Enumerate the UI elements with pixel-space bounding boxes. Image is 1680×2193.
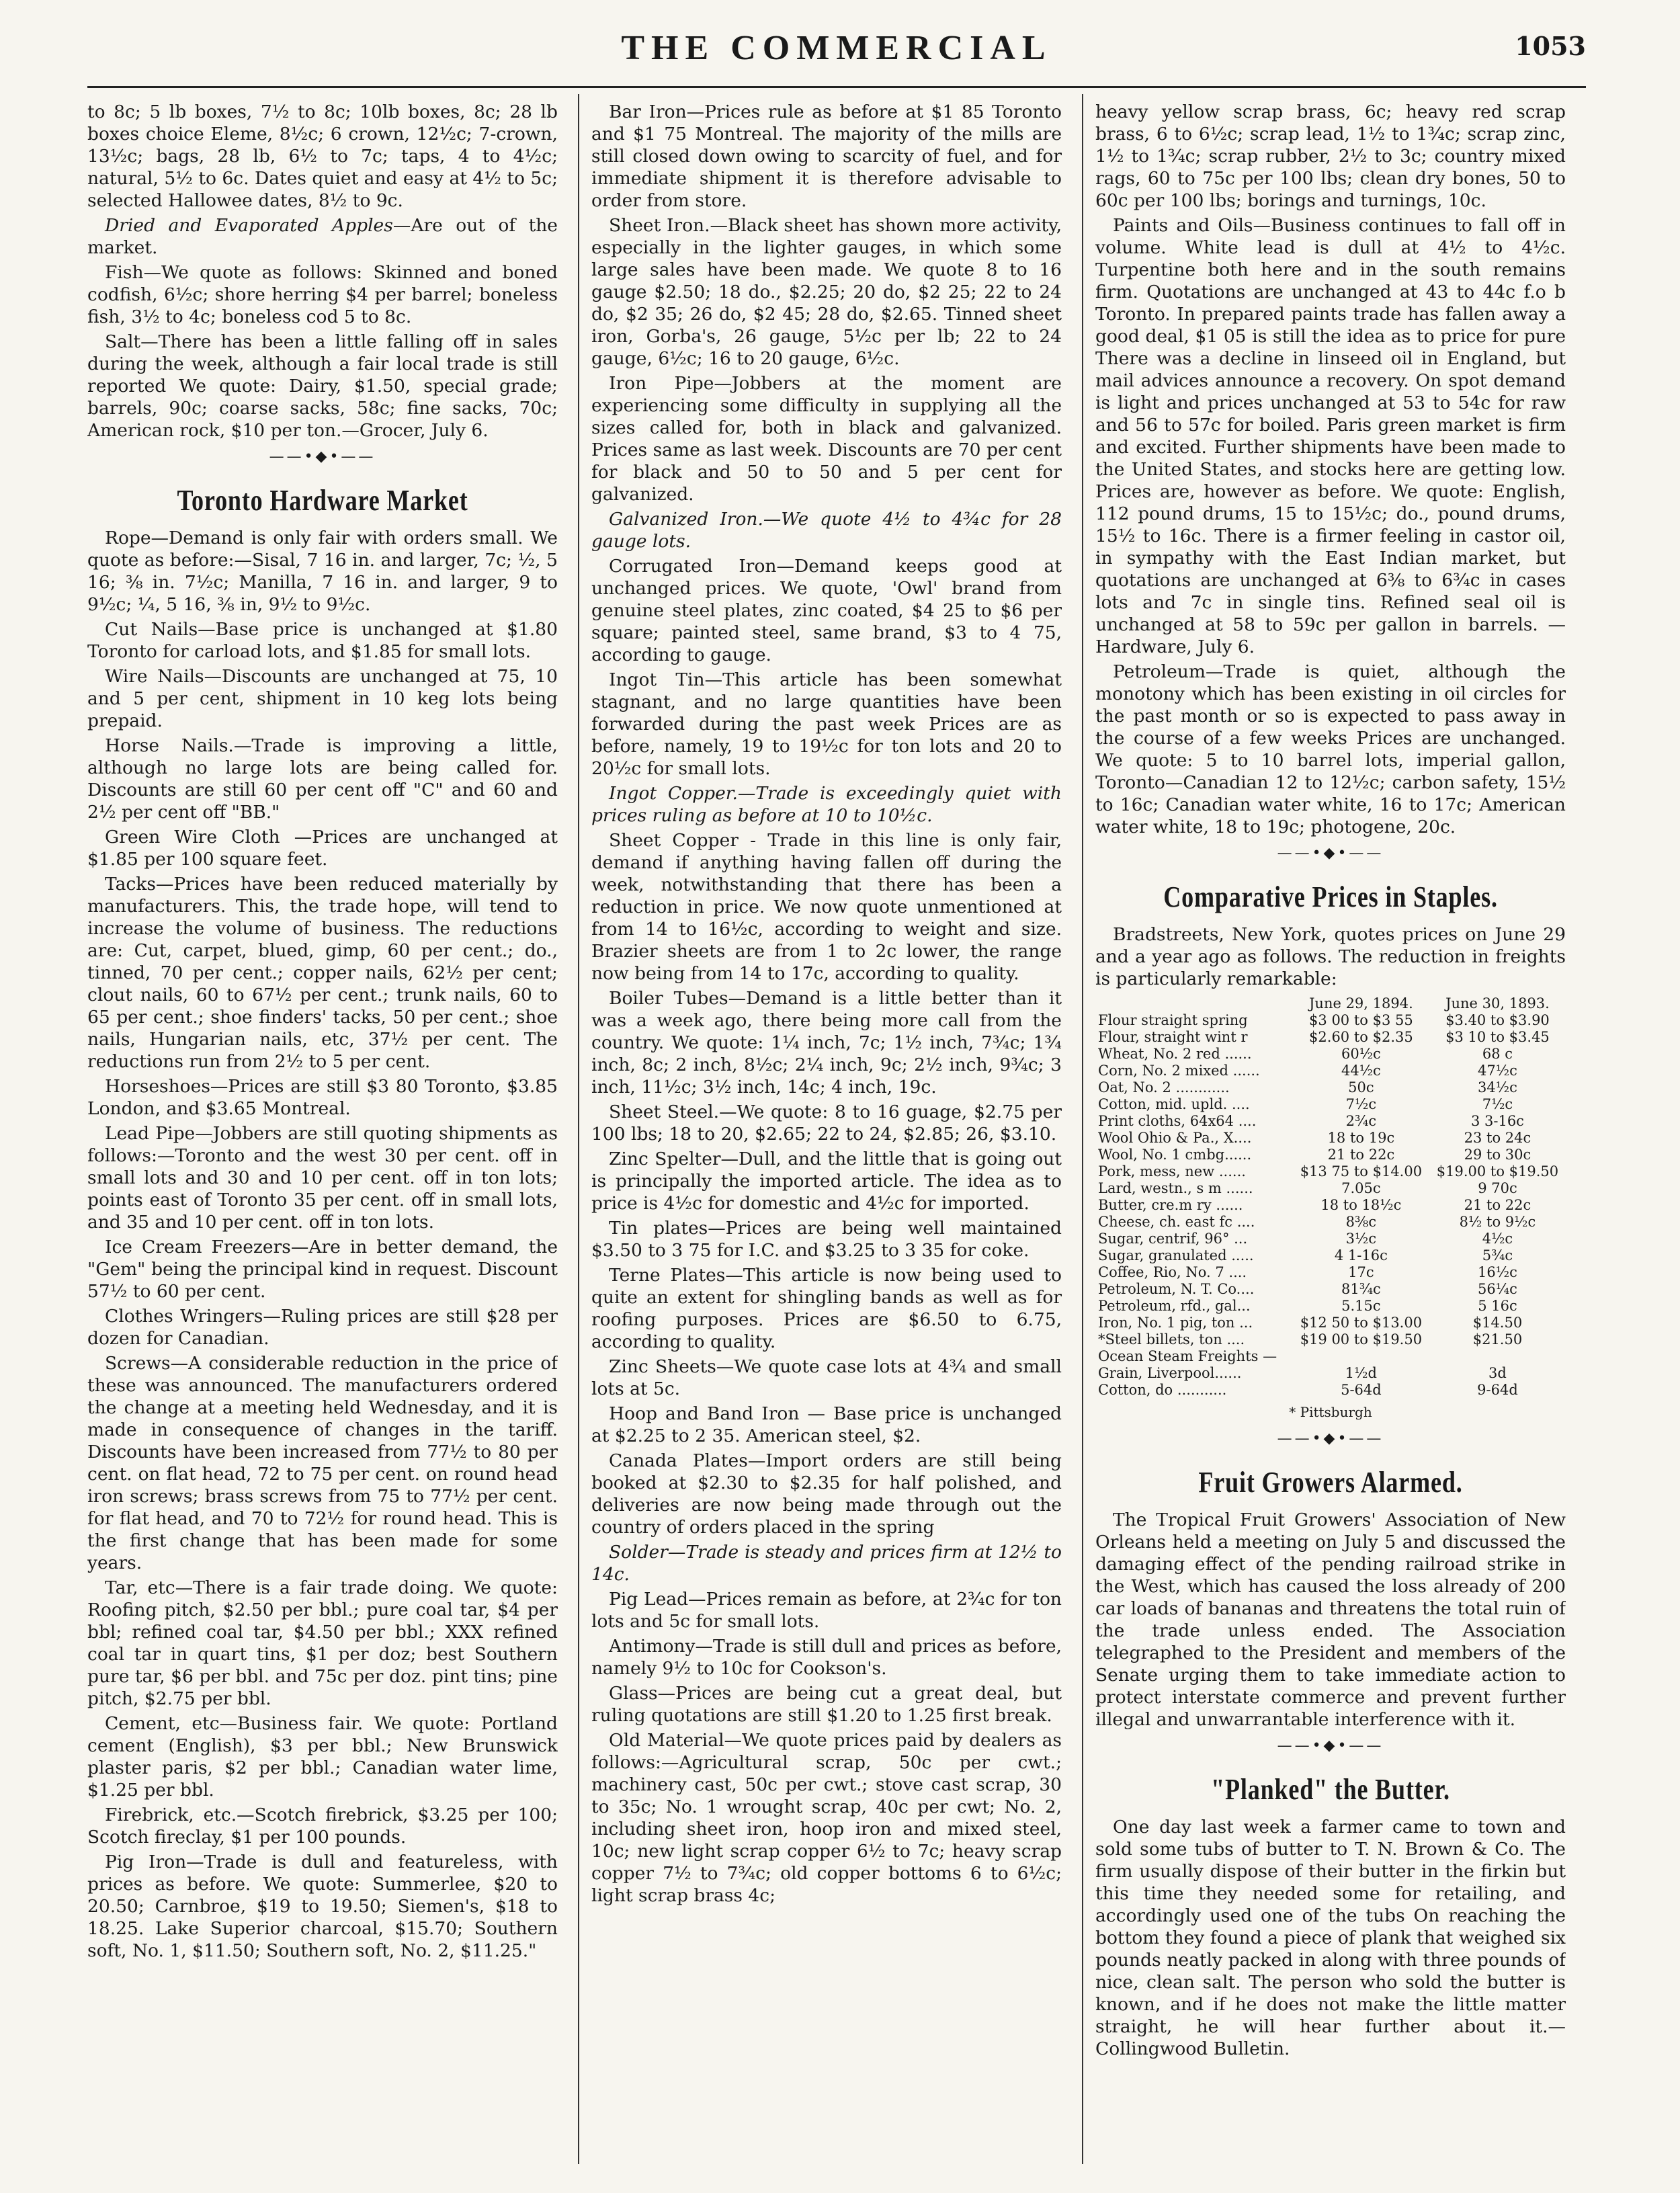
table-cell: 60½c <box>1341 1046 1381 1062</box>
masthead-rule <box>87 86 1586 88</box>
table-row <box>1095 1331 1566 1348</box>
table-cell: 16½c <box>1478 1264 1517 1280</box>
table-cell: Wool Ohio & Pa., X.... <box>1098 1130 1252 1146</box>
table-cell: Grain, Liverpool...... <box>1098 1365 1242 1381</box>
table-cell: Lard, westn., s m ...... <box>1098 1180 1253 1196</box>
table-cell: 17c <box>1348 1264 1374 1280</box>
table-cell: 18 to 19c <box>1327 1130 1395 1146</box>
paragraph: Bar Iron—Prices rule as before at $1 85 Toronto and $1 75 Montreal. The majority of the mills are still closed down owing to scarcity of fuel, and for immediate shipment it is therefore advisable to order from store. <box>591 101 1062 211</box>
table-cell: Petroleum, rfd., gal... <box>1098 1298 1251 1314</box>
staples-price-table <box>1095 995 1566 1399</box>
table-cell: $19 00 to $19.50 <box>1300 1331 1423 1348</box>
table-cell: 18 to 18½c <box>1320 1197 1402 1213</box>
paragraph: Old Material—We quote prices paid by dealers as follows:—Agricultural scrap, 50c per cwt.; machinery cast, 50c per cwt.; stove cast scrap, 30 to 35c; No. 1 wrought scrap, 40c per cwt; No. 2, including sheet iron, hoop iron and mixed steel, 10c; new light scrap copper 6½ to 7c; heavy scrap copper 7½ to 7¾c; old copper bottoms 6 to 6½c; light scrap brass 4c; <box>591 1730 1062 1906</box>
table-row <box>1095 1315 1566 1331</box>
column-rule <box>1082 94 1083 2164</box>
table-row <box>1095 1113 1566 1130</box>
table-cell: $21.50 <box>1472 1331 1523 1348</box>
column-rule <box>578 94 579 2164</box>
table-cell: *Steel billets, ton .... <box>1098 1331 1245 1348</box>
table-cell: 68 c <box>1482 1046 1513 1062</box>
table-row <box>1095 1382 1566 1399</box>
paragraph-text: —Are out of the market. <box>87 215 558 258</box>
table-cell: $3.40 to $3.90 <box>1445 1012 1550 1028</box>
table-cell: $2.60 to $2.35 <box>1309 1029 1413 1045</box>
table-footnote: * Pittsburgh <box>1289 1404 1372 1420</box>
table-row <box>1095 1012 1566 1029</box>
section-heading: Comparative Prices in Staples. <box>1163 880 1498 913</box>
paragraph: Salt—There has been a little falling off in sales during the week, although a fair local trade is still reported We quote: Dairy, $1.50, special grade; barrels, 90c; coarse sacks, 58c; fine sacks, 70c; American rock, $10 per ton.—Grocer, July 6. <box>87 331 558 441</box>
table-cell: 3d <box>1488 1365 1507 1381</box>
table-row <box>1095 1214 1566 1231</box>
table-cell: Flour straight spring <box>1098 1012 1248 1028</box>
paragraph: Bradstreets, New York, quotes prices on June 29 and a year ago as follows. The reduction in freights is particularly remarkable: <box>1095 924 1566 989</box>
table-row <box>1095 1180 1566 1197</box>
table-cell: 34½c <box>1478 1079 1517 1095</box>
paragraph: Sheet Iron.—Black sheet has shown more activity, especially in the lighter gauges, in which some large sales have been made. We quote 8 to 16 gauge $2.50; 18 do., $2.25; 20 do, $2 25; 22 to 24 do, $2 35; 26 do, $2 45; 28 do, $2.65. Tinned sheet iron, Gorba's, 26 gauge, 5½c per lb; 22 to 24 gauge, 6½c; 16 to 20 gauge, 6½c. <box>591 215 1062 369</box>
table-cell: Petroleum, N. T. Co.... <box>1098 1281 1255 1297</box>
paragraph: Lead Pipe—Jobbers are still quoting shipments as follows:—Toronto and the west 30 per cent. off in small lots and 30 and 10 per cent. off in ton lots; points east of Toronto 35 per cent. off in small lots, and 35 and 10 per cent. off in ton lots. <box>87 1123 558 1233</box>
paragraph: Wire Nails—Discounts are unchanged at 75, 10 and 5 per cent, shipment in 10 keg lots being prepaid. <box>87 666 558 731</box>
table-cell: 2¾c <box>1345 1113 1377 1129</box>
table-cell: 8⅜c <box>1345 1214 1377 1230</box>
section-heading: "Planked" the Butter. <box>1211 1773 1450 1806</box>
table-cell: 29 to 30c <box>1464 1147 1531 1163</box>
paragraph: Pig Lead—Prices remain as before, at 2¾c for ton lots and 5c for small lots. <box>591 1589 1062 1632</box>
table-row <box>1095 1063 1566 1079</box>
paragraph: Ingot Tin—This article has been somewhat stagnant, and no large quantities have been forwarded during the past week Prices are as before, namely, 19 to 19½c for ton lots and 20 to 20½c for small lots. <box>591 669 1062 779</box>
table-cell: 7½c <box>1482 1096 1513 1112</box>
paragraph: Clothes Wringers—Ruling prices are still $28 per dozen for Canadian. <box>87 1306 558 1349</box>
table-row <box>1095 1147 1566 1163</box>
table-cell: $13 75 to $14.00 <box>1300 1163 1423 1180</box>
paragraph: Corrugated Iron—Demand keeps good at unchanged prices. We quote, 'Owl' brand from genuine steel plates, zinc coated, $4 25 to $6 per square; painted steel, same brand, $3 to 4 75, according to gauge. <box>591 556 1062 665</box>
table-cell: Print cloths, 64x64 .... <box>1098 1113 1257 1129</box>
table-row <box>1095 1130 1566 1147</box>
paragraph <box>87 214 558 259</box>
table-row <box>1095 1029 1566 1046</box>
column-3 <box>1095 101 1566 2157</box>
table-cell: 47½c <box>1478 1063 1517 1079</box>
column-header: June 29, 1894. <box>1309 995 1413 1011</box>
table-cell: 8½ to 9½c <box>1459 1214 1536 1230</box>
paragraph: Ingot Copper.—Trade is exceedingly quiet with prices ruling as before at 10 to 10½c. <box>591 783 1062 826</box>
table-cell: $14.50 <box>1472 1315 1523 1331</box>
table-cell: 3 3-16c <box>1470 1113 1524 1129</box>
table-row <box>1095 1079 1566 1096</box>
paragraph: Sheet Steel.—We quote: 8 to 16 guage, $2.75 per 100 lbs; 18 to 20, $2.65; 22 to 24, $2.85; 26, $3.10. <box>591 1102 1062 1145</box>
paragraph: Horse Nails.—Trade is improving a little, although no large lots are being called for. Discounts are still 60 per cent off "C" and 60 and 2½ per cent off "BB." <box>87 735 558 823</box>
paragraph: Hoop and Band Iron — Base price is unchanged at $2.25 to 2 35. American steel, $2. <box>591 1403 1062 1446</box>
paragraph: Horseshoes—Prices are still $3 80 Toronto, $3.85 London, and $3.65 Montreal. <box>87 1076 558 1119</box>
paragraph: Iron Pipe—Jobbers at the moment are experiencing some difficulty in supplying all the sizes called for, both in black and galvanized. Prices same as last week. Discounts are 70 per cent for black and 50 to 50 and 5 per cent for galvanized. <box>591 373 1062 505</box>
table-cell: 4 1-16c <box>1334 1247 1388 1264</box>
table-row <box>1095 1046 1566 1063</box>
table-row <box>1095 1163 1566 1180</box>
table-cell: 1½d <box>1345 1365 1377 1381</box>
table-cell: 5 16c <box>1478 1298 1517 1314</box>
paragraph: Tar, etc—There is a fair trade doing. We quote: Roofing pitch, $2.50 per bbl.; pure coal tar, $4 per bbl; refined coal tar, $4.50 per bbl.; XXX refined coal tar in quart tins, $1 per doz; best Southern pure tar, $6 per bbl. and 75c per doz. pint tins; pine pitch, $2.75 per bbl. <box>87 1577 558 1709</box>
table-cell: Wool, No. 1 cmbg...... <box>1098 1147 1252 1163</box>
table-cell: 3½c <box>1345 1231 1377 1247</box>
table-row <box>1095 1231 1566 1247</box>
ornament-divider: ——•◆•—— <box>1277 1737 1384 1754</box>
paragraph: The Tropical Fruit Growers' Association of New Orleans held a meeting on July 5 and discussed the damaging effect of the pending railroad strike in the West, which has caused the loss already of 200 car loads of bananas and threatens the total ruin of the trade unless ended. The Association telegraphed to the President and members of the Senate urging them to take immediate action to protect interstate commerce and prevent further illegal and unwarrantable interference with it. <box>1095 1509 1566 1730</box>
table-cell: Cotton, mid. upld. .... <box>1098 1096 1250 1112</box>
paragraph: Galvanized Iron.—We quote 4½ to 4¾c for 28 gauge lots. <box>591 509 1062 552</box>
paragraph: Glass—Prices are being cut a great deal, but ruling quotations are still $1.20 to 1.25 first break. <box>591 1683 1062 1726</box>
paragraph: Cut Nails—Base price is unchanged at $1.80 Toronto for carload lots, and $1.85 for small lots. <box>87 619 558 662</box>
table-cell: Corn, No. 2 mixed ...... <box>1098 1063 1260 1079</box>
table-cell: Sugar, centrif, 96° ... <box>1098 1231 1248 1247</box>
table-cell: 5¾c <box>1482 1247 1513 1264</box>
table-cell: 5-64d <box>1341 1382 1382 1398</box>
table-row <box>1095 1264 1566 1281</box>
table-row <box>1095 1247 1566 1264</box>
table-row <box>1095 1365 1566 1382</box>
table-cell: 44½c <box>1341 1063 1381 1079</box>
table-row <box>1095 1197 1566 1214</box>
table-cell: Cotton, do ........... <box>1098 1382 1227 1398</box>
table-header-row <box>1095 995 1566 1012</box>
column-1 <box>87 101 558 2157</box>
paragraph: Tacks—Prices have been reduced materially by manufacturers. This, the trade hope, will tend to increase the volume of business. The reductions are: Cut, carpet, blued, gimp, 60 per cent.; do., tinned, 70 per cent.; copper nails, 62½ per cent; clout nails, 60 to 67½ per cent.; trunk nails, 60 to 65 per cent.; shoe finders' tacks, 50 per cent.; shoe nails, Hungarian nails, etc, 37½ per cent. The reductions run from 2½ to 5 per cent. <box>87 874 558 1072</box>
table-row <box>1095 1298 1566 1315</box>
paragraph: Canada Plates—Import orders are still being booked at $2.30 to $2.35 for half polished, and deliveries are now being made through out the country of orders placed in the spring <box>591 1450 1062 1538</box>
paragraph: Green Wire Cloth —Prices are unchanged at $1.85 per 100 square feet. <box>87 827 558 870</box>
table-cell: Cheese, ch. east fc .... <box>1098 1214 1255 1230</box>
table-cell: 9-64d <box>1477 1382 1518 1398</box>
table-cell: Sugar, granulated ..... <box>1098 1247 1254 1264</box>
column-2 <box>591 101 1062 2157</box>
table-cell: 5.15c <box>1341 1298 1381 1314</box>
paragraph: Solder—Trade is steady and prices firm at 12½ to 14c. <box>591 1542 1062 1585</box>
paragraph: Tin plates—Prices are being well maintained $3.50 to 3 75 for I.C. and $3.25 to 3 35 for coke. <box>591 1218 1062 1261</box>
paragraph: Rope—Demand is only fair with orders small. We quote as before:—Sisal, 7 16 in. and larger, 7c; ½, 5 16; ⅜ in. 7½c; Manilla, 7 16 in. and larger, 9 to 9½c; ¼, 5 16, ⅜ in, 9½ to 9½c. <box>87 528 558 615</box>
table-cell: 56¼c <box>1478 1281 1517 1297</box>
paragraph: Antimony—Trade is still dull and prices as before, namely 9½ to 10c for Cookson's. <box>591 1636 1062 1679</box>
table-cell: 4½c <box>1482 1231 1513 1247</box>
table-cell: Wheat, No. 2 red ...... <box>1098 1046 1252 1062</box>
section-heading: Fruit Growers Alarmed. <box>1198 1466 1463 1499</box>
table-cell: 21 to 22c <box>1327 1147 1395 1163</box>
table-cell: 21 to 22c <box>1464 1197 1531 1213</box>
table-cell: Iron, No. 1 pig, ton ... <box>1098 1315 1253 1331</box>
ornament-divider: ——•◆•—— <box>1277 845 1384 862</box>
paragraph: Sheet Copper - Trade in this line is only fair, demand if anything having fallen off during the week, notwithstanding that there has been a reduction in price. We now quote unmentioned at from 14 to 16½c, according to weight and size. Brazier sheets are from 1 to 2c lower, the range now being from 14 to 17c, according to quality. <box>591 830 1062 984</box>
section-heading: Toronto Hardware Market <box>177 484 468 517</box>
paragraph: heavy yellow scrap brass, 6c; heavy red scrap brass, 6 to 6½c; scrap lead, 1½ to 1¾c; scrap zinc, 1½ to 1¾c; scrap rubber, 2½ to 3c; country mixed rags, 60 to 75c per 100 lbs; clean dry bones, 50 to 60c per 100 lbs; borings and turnings, 10c. <box>1095 101 1566 211</box>
table-cell: 7.05c <box>1341 1180 1381 1196</box>
table-cell: Flour, straight wint r <box>1098 1029 1248 1045</box>
paragraph: Terne Plates—This article is now being used to quite an extent for shingling bands as well as for roofing purposes. Prices are $6.50 to 6.75, according to quality. <box>591 1265 1062 1352</box>
table-cell: 50c <box>1348 1079 1374 1095</box>
table-row <box>1095 1348 1566 1365</box>
table-cell: 23 to 24c <box>1464 1130 1531 1146</box>
table-row <box>1095 1096 1566 1113</box>
paragraph: Zinc Sheets—We quote case lots at 4¾ and small lots at 5c. <box>591 1356 1062 1399</box>
paragraph: Boiler Tubes—Demand is a little better than it was a week ago, there being more call from the country. We quote: 1¼ inch, 7c; 1½ inch, 7¾c; 1¾ inch, 8c; 2 inch, 8½c; 2¼ inch, 9c; 2½ inch, 9¾c; 3 inch, 11½c; 3½ inch, 14c; 4 inch, 19c. <box>591 988 1062 1098</box>
ornament-divider: ——•◆•—— <box>1277 1430 1384 1447</box>
table-cell: 7½c <box>1345 1096 1377 1112</box>
table-cell: 9 70c <box>1478 1180 1517 1196</box>
paragraph: Zinc Spelter—Dull, and the little that is going out is principally the imported article. The idea as to price is 4½c for domestic and 4½c for imported. <box>591 1149 1062 1214</box>
page-number: 1053 <box>1515 31 1586 61</box>
paragraph: Paints and Oils—Business continues to fall off in volume. White lead is dull at 4½ to 4½c. Turpentine both here and in the south remains firm. Quotations are unchanged at 43 to 44c f.o b Toronto. In prepared paints trade has fallen away a good deal, $1 05 is still the idea as to price for pure There was a decline in linseed oil in England, but mail advices announce a recovery. On spot demand is light and prices unchanged at 53 to 54c for raw and 56 to 57c for boiled. Paris green market is firm and excited. Further shipments have been made to the United States, and stocks here are getting low. Prices are, however as before. We quote: English, 112 pound drums, 15 to 15½c; do., pound drums, 15½ to 16c. There is a firmer feeling in castor oil, in sympathy with the East Indian market, but quotations are unchanged at 6⅜ to 6¾c in cases lots and 7c in single tins. Refined seal oil is unchanged at 58 to 59c per gallon in barrels. —Hardware, July 6. <box>1095 215 1566 657</box>
table-cell: Butter, cre.m ry ...... <box>1098 1197 1243 1213</box>
paragraph: to 8c; 5 lb boxes, 7½ to 8c; 10lb boxes, 8c; 28 lb boxes choice Eleme, 8½c; 6 crown, 12½c; 7-crown, 13½c; bags, 28 lb, 6½ to 7c; taps, 4 to 4½c; natural, 5½ to 6c. Dates quiet and easy at 4½ to 5c; selected Hallowee dates, 8½ to 9c. <box>87 101 558 211</box>
table-cell: $19.00 to $19.50 <box>1436 1163 1559 1180</box>
table-cell: $3 00 to $3 55 <box>1309 1012 1413 1028</box>
lead-in: Dried and Evaporated Apples <box>105 215 393 236</box>
table-cell: Ocean Steam Freights — <box>1098 1348 1277 1364</box>
paragraph: Ice Cream Freezers—Are in better demand, the "Gem" being the principal kind in request. Discount 57½ to 60 per cent. <box>87 1237 558 1302</box>
table-cell <box>1293 1348 1429 1365</box>
table-cell: $3 10 to $3.45 <box>1445 1029 1550 1045</box>
ornament-divider: ——•◆•—— <box>269 448 376 465</box>
paragraph: One day last week a farmer came to town and sold some tubs of butter to T. N. Brown & Co. The firm usually dispose of their butter in the firkin but this time they needed some for retailing, and accordingly used one of the tubs On reaching the bottom they found a piece of plank that weighed six pounds neatly packed in along with three pounds of nice, clean salt. The person who sold the butter is known, and if he does not make the little matter straight, he will hear further about it.—Collingwood Bulletin. <box>1095 1817 1566 2059</box>
paragraph: Pig Iron—Trade is dull and featureless, with prices as before. We quote: Summerlee, $20 to 20.50; Carnbroe, $19 to 19.50; Siemen's, $18 to 18.25. Lake Superior charcoal, $15.70; Southern soft, No. 1, $11.50; Southern soft, No. 2, $11.25." <box>87 1852 558 1961</box>
table-row <box>1095 1281 1566 1298</box>
paragraph: Cement, etc—Business fair. We quote: Portland cement (English), $3 per bbl.; New Brunswick plaster paris, $2 per bbl.; Canadian water lime, $1.25 per bbl. <box>87 1713 558 1801</box>
table-cell: Pork, mess, new ...... <box>1098 1163 1246 1180</box>
paragraph: Firebrick, etc.—Scotch firebrick, $3.25 per 100; Scotch fireclay, $1 per 100 pounds. <box>87 1805 558 1848</box>
table-cell <box>1429 1348 1566 1365</box>
table-cell: Coffee, Rio, No. 7 .... <box>1098 1264 1247 1280</box>
paragraph: Petroleum—Trade is quiet, although the monotony which has been existing in oil circles for the past month or so is expected to pass away in the course of a few weeks Prices are unchanged. We quote: 5 to 10 barrel lots, imperial gallon, Toronto—Canadian 12 to 12½c; carbon safety, 15½ to 16c; Canadian water white, 16 to 17c; American water white, 18 to 19c; photogene, 20c. <box>1095 661 1566 837</box>
column-header: June 30, 1893. <box>1445 995 1550 1011</box>
table-cell: $12 50 to $13.00 <box>1300 1315 1423 1331</box>
table-cell: 81¾c <box>1341 1281 1381 1297</box>
masthead <box>87 26 1586 79</box>
paragraph: Fish—We quote as follows: Skinned and boned codfish, 6½c; shore herring $4 per barrel; boneless fish, 3½ to 4c; boneless cod 5 to 8c. <box>87 262 558 327</box>
table-cell: Oat, No. 2 ............ <box>1098 1079 1230 1095</box>
newspaper-title: THE COMMERCIAL <box>621 29 1052 67</box>
paragraph: Screws—A considerable reduction in the price of these was announced. The manufacturers ordered the change at a meeting held Wednesday, and it is made in consequence of changes in the tariff. Discounts have been increased from 77½ to 80 per cent. on flat head, 72 to 75 per cent. on round head iron screws; brass screws from 75 to 77½ per cent. for flat head, and 70 to 72½ for round head. This is the first change that has been made for some years. <box>87 1353 558 1573</box>
